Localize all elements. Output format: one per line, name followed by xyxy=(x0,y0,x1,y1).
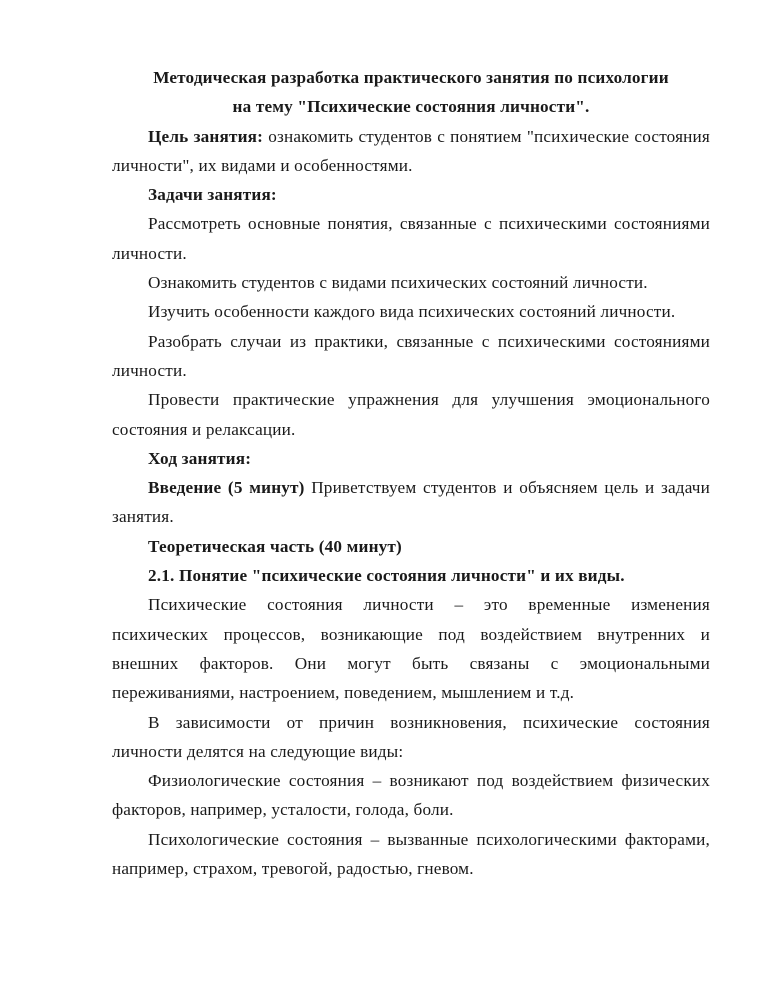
paragraph-goal xyxy=(112,122,715,181)
intro-label: Введение (5 минут) xyxy=(148,478,305,498)
paragraph-type-physiological: Физиологические состояния – возникают под воздействием физических факторов, например, усталости, голода, боли. xyxy=(112,771,715,820)
intro-text: Приветствуем студентов и объясняем цель и задачи занятия. xyxy=(112,478,715,527)
paragraph-task-3: Изучить особенности каждого вида психических состояний личности. xyxy=(148,302,676,322)
paragraph-task-5: Провести практические упражнения для улучшения эмоционального состояния и релаксации. xyxy=(112,390,715,439)
document-title-line-2: на тему "Психические состояния личности". xyxy=(232,97,590,117)
document-body xyxy=(112,63,715,883)
paragraph-task-4: Разобрать случаи из практики, связанные с психическими состояниями личности. xyxy=(112,331,715,380)
goal-label: Цель занятия: xyxy=(148,126,264,146)
heading-course: Ход занятия: xyxy=(148,448,252,468)
paragraph-task-1: Рассмотреть основные понятия, связанные с психическими состояниями личности. xyxy=(112,214,715,263)
heading-section-2-1: 2.1. Понятие "психические состояния личности" и их виды. xyxy=(148,566,625,586)
heading-tasks: Задачи занятия: xyxy=(148,185,277,205)
paragraph-definition: Психические состояния личности – это временные изменения психических процессов, возникающие под воздействием внутренних и внешних факторов. Они могут быть связаны с эмоциональными переживаниями, настроением, поведением, мышлением и т.д. xyxy=(112,595,715,703)
heading-theory: Теоретическая часть (40 минут) xyxy=(148,536,402,556)
paragraph-intro xyxy=(112,473,715,532)
paragraph-type-psychological: Психологические состояния – вызванные психологическими факторами, например, страхом, тревогой, радостью, гневом. xyxy=(112,829,715,879)
paragraph-classification-intro: В зависимости от причин возникновения, психические состояния личности делятся на следующие виды: xyxy=(112,712,715,761)
goal-text: ознакомить студентов с понятием "психические состояния личности", их видами и особенностями. xyxy=(112,126,715,175)
document-title-line-1: Методическая разработка практического занятия по психологии xyxy=(153,68,669,87)
paragraph-task-2: Ознакомить студентов с видами психических состояний личности. xyxy=(148,273,648,293)
